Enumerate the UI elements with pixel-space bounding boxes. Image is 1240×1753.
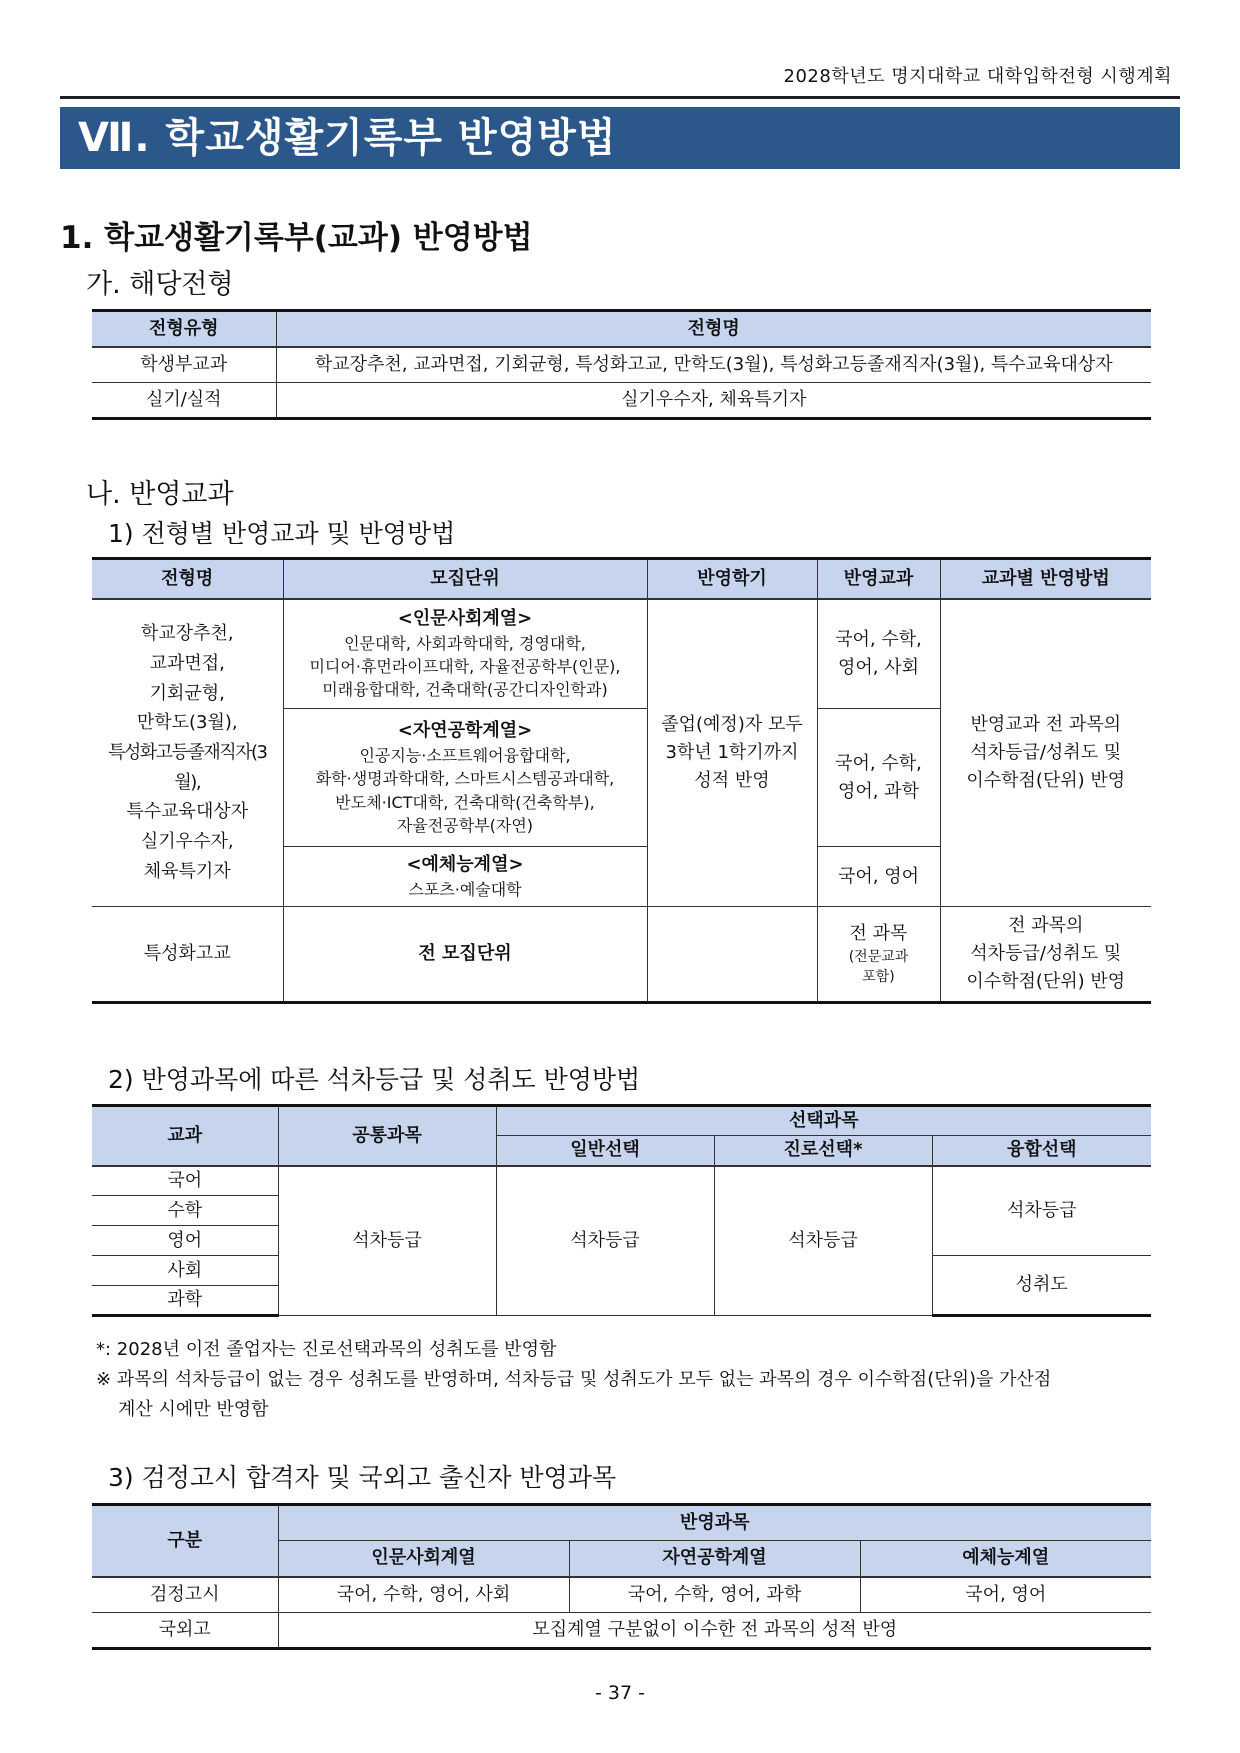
unit-group-title: <예체능계열> <box>406 853 524 875</box>
col-header-type: 전형유형 <box>92 311 276 347</box>
section-title: 1. 학교생활기록부(교과) 반영방법 <box>60 220 533 256</box>
col-header-subject: 교과 <box>92 1106 278 1166</box>
text-line: 반도체·ICT대학, 건축대학(건축학부), <box>335 792 595 812</box>
group-b-unit-cell: 전 모집단위 <box>283 907 647 1003</box>
semester-cell <box>647 599 817 907</box>
text-line: 전 과목 <box>849 922 908 944</box>
unit-group-title: <인문사회계열> <box>397 607 533 629</box>
chapter-banner: Ⅶ. 학교생활기록부 반영방법 <box>60 107 1180 169</box>
table-row <box>92 1577 1151 1613</box>
document-header: 2028학년도 명지대학교 대학입학전형 시행계획 <box>783 66 1172 87</box>
text-line: 화학·생명과학대학, 스마트시스템공과대학, <box>315 769 615 789</box>
text-line: 자율전공학부(자연) <box>396 815 534 835</box>
method-a-cell <box>940 599 1151 907</box>
text-line: 성적 반영 <box>694 769 770 791</box>
col-header-common: 공통과목 <box>278 1106 496 1166</box>
col-header-category: 구분 <box>92 1505 278 1577</box>
fusion-bottom-cell: 성취도 <box>932 1256 1151 1316</box>
text-line: 스포츠·예술대학 <box>408 879 522 899</box>
text-line: 교과면접, <box>149 652 225 674</box>
text-line: 영어, 과학 <box>838 780 919 802</box>
col-header-fusion: 융합선택 <box>932 1136 1151 1166</box>
subject-b-cell <box>817 907 940 1003</box>
col-header-science: 자연공학계열 <box>569 1541 860 1577</box>
text-line: 반영교과 전 과목의 <box>970 713 1122 735</box>
col-header-unit: 모집단위 <box>283 559 647 599</box>
text-line: 국어, 수학, <box>835 752 922 774</box>
unit-group-title: <자연공학계열> <box>397 720 533 742</box>
cell-names: 실기우수자, 체육특기자 <box>276 383 1151 419</box>
table-row <box>92 383 1151 419</box>
text-line: 졸업(예정)자 모두 <box>661 713 803 735</box>
text-line: 이수학점(단위) 반영 <box>966 970 1126 992</box>
admission-type-table <box>92 309 1151 420</box>
text-line: 국어, 수학, <box>835 628 922 650</box>
footnote-credit-cont: 계산 시에만 반영함 <box>118 1399 269 1420</box>
col-header-name: 전형명 <box>276 311 1151 347</box>
group-a-name-cell <box>92 599 283 907</box>
ged-foreign-table <box>92 1503 1151 1650</box>
semester-cell-continued <box>647 907 817 1003</box>
subsection-ga: 가. 해당전형 <box>86 269 234 300</box>
subsection-na: 나. 반영교과 <box>86 479 234 510</box>
text-line: 미디어·휴먼라이프대학, 자율전공학부(인문), <box>309 657 621 677</box>
fusion-top-cell: 석차등급 <box>932 1166 1151 1256</box>
group-b-name-cell: 특성화고교 <box>92 907 283 1003</box>
text-line: 학교장추천, <box>140 623 234 645</box>
all-subjects-cell: 모집계열 구분없이 이수한 전 과목의 성적 반영 <box>278 1613 1151 1649</box>
subsection-na-3: 3) 검정고시 합격자 및 국외고 출신자 반영과목 <box>108 1463 617 1492</box>
col-header-general: 일반선택 <box>496 1136 714 1166</box>
col-header-method: 교과별 반영방법 <box>940 559 1151 599</box>
science-cell: 국어, 수학, 영어, 과학 <box>569 1577 860 1613</box>
text-line: 인문대학, 사회과학대학, 경영대학, <box>344 634 586 654</box>
text-line: 전 과목의 <box>1008 915 1084 937</box>
text-line: 영어, 사회 <box>838 656 919 678</box>
col-header-semester: 반영학기 <box>647 559 817 599</box>
col-header-career: 진로선택* <box>714 1136 932 1166</box>
subject-cell: 사회 <box>92 1256 278 1286</box>
cell-names: 학교장추천, 교과면접, 기회균형, 특성화고교, 만학도(3월), 특성화고등졸재직자(3월), 특수교육대상자 <box>276 347 1151 383</box>
unit-humanities-cell <box>283 599 647 709</box>
method-b-cell <box>940 907 1151 1003</box>
career-value-cell: 석차등급 <box>714 1166 932 1316</box>
page-number: - 37 - <box>595 1682 645 1704</box>
text-line: 3학년 1학기까지 <box>665 741 799 763</box>
subject-humanities-cell <box>817 599 940 709</box>
text-line: 특수교육대상자 <box>126 801 249 823</box>
header-rule <box>60 96 1180 99</box>
col-header-subject: 반영교과 <box>817 559 940 599</box>
text-line: 만학도(3월), <box>136 712 238 734</box>
subsection-na-2: 2) 반영과목에 따른 석차등급 및 성취도 반영방법 <box>108 1065 641 1094</box>
arts-cell: 국어, 영어 <box>860 1577 1151 1613</box>
text-line: 실기우수자, <box>140 830 234 852</box>
cell-type: 학생부교과 <box>92 347 276 383</box>
col-header-admission: 전형명 <box>92 559 283 599</box>
grade-method-table <box>92 1104 1151 1317</box>
col-header-humanities: 인문사회계열 <box>278 1541 569 1577</box>
subject-arts-cell: 국어, 영어 <box>817 847 940 907</box>
text-line: 미래융합대학, 건축대학(공간디자인학과) <box>322 680 608 700</box>
category-cell: 검정고시 <box>92 1577 278 1613</box>
subject-cell: 국어 <box>92 1166 278 1196</box>
cell-type: 실기/실적 <box>92 383 276 419</box>
footnote-credit: ※ 과목의 석차등급이 없는 경우 성취도를 반영하며, 석차등급 및 성취도가 모두 없는 과목의 경우 이수학점(단위)을 가산점 <box>96 1369 1052 1390</box>
table-row <box>92 1613 1151 1649</box>
col-header-subjects: 반영과목 <box>278 1505 1151 1541</box>
unit-science-cell <box>283 709 647 847</box>
general-value-cell: 석차등급 <box>496 1166 714 1316</box>
text-line: 특성화고등졸재직자(3월), <box>108 741 267 793</box>
subject-science-cell <box>817 709 940 847</box>
text-line: 석차등급/성취도 및 <box>970 943 1122 965</box>
subject-method-table <box>92 557 1151 1004</box>
text-line: 기회균형, <box>149 682 225 704</box>
text-line: 체육특기자 <box>143 860 231 882</box>
col-header-elective: 선택과목 <box>496 1106 1151 1136</box>
table-row <box>92 347 1151 383</box>
humanities-cell: 국어, 수학, 영어, 사회 <box>278 1577 569 1613</box>
text-line: 포함) <box>862 969 895 986</box>
subsection-na-1: 1) 전형별 반영교과 및 반영방법 <box>108 519 456 548</box>
subject-cell: 수학 <box>92 1196 278 1226</box>
subject-cell: 영어 <box>92 1226 278 1256</box>
text-line: 인공지능·소프트웨어융합대학, <box>359 746 571 766</box>
common-value-cell: 석차등급 <box>278 1166 496 1316</box>
unit-arts-cell <box>283 847 647 907</box>
subject-cell: 과학 <box>92 1286 278 1316</box>
text-line: (전문교과 <box>848 948 909 965</box>
col-header-arts: 예체능계열 <box>860 1541 1151 1577</box>
text-line: 석차등급/성취도 및 <box>970 741 1122 763</box>
footnote-career: *: 2028년 이전 졸업자는 진로선택과목의 성취도를 반영함 <box>96 1339 557 1360</box>
text-line: 이수학점(단위) 반영 <box>966 769 1126 791</box>
category-cell: 국외고 <box>92 1613 278 1649</box>
